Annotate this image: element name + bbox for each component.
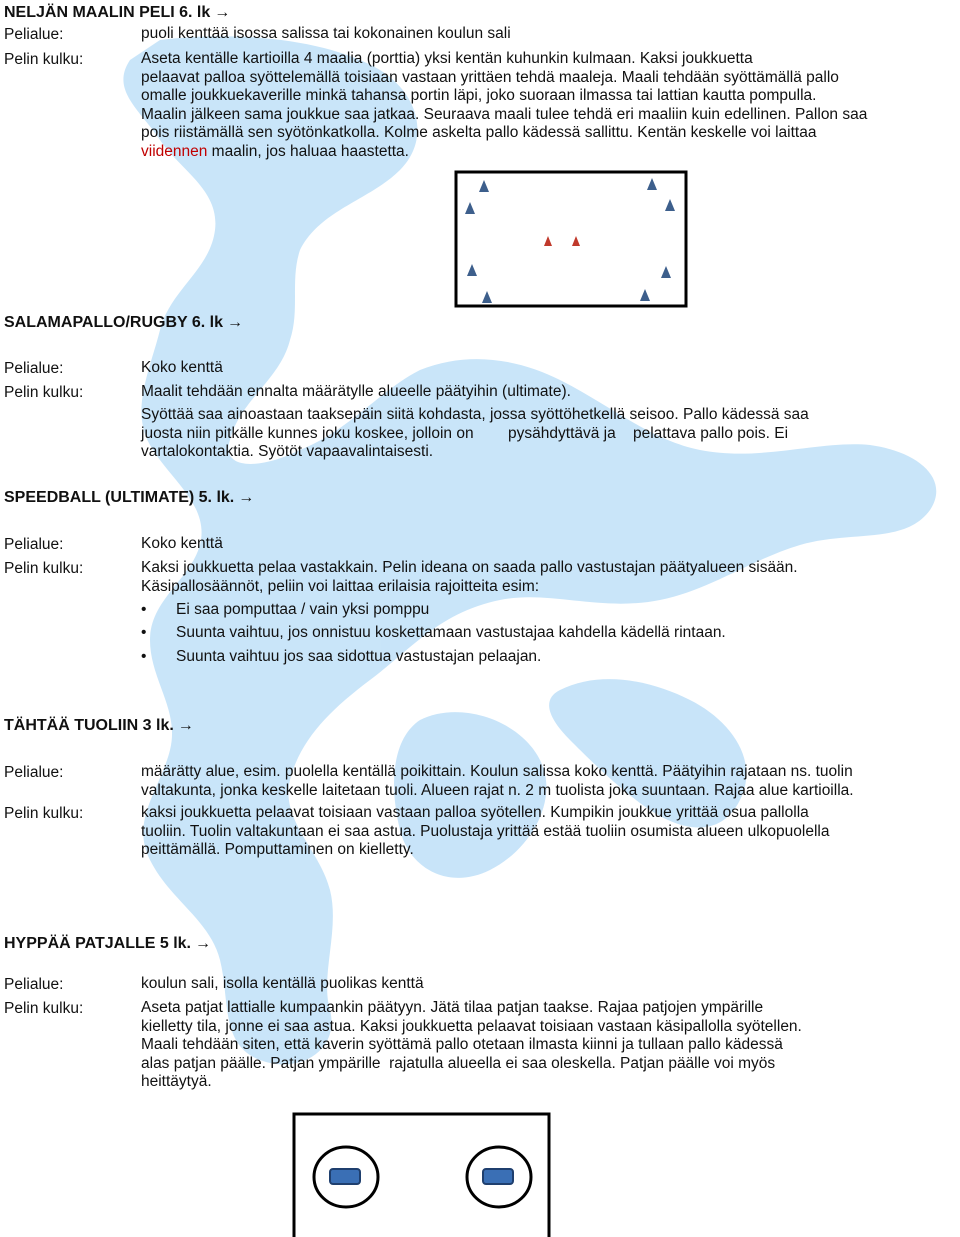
pelin-kulku-label: Pelin kulku: [4,1000,84,1017]
section-title-speedball [4,488,254,507]
pelialue-label: Pelialue: [4,536,64,553]
text-line: heittäytyä. [141,1073,212,1090]
pelialue-label: Pelialue: [4,360,64,377]
text-line: peittämällä. Pomputtaminen on kielletty. [141,841,414,858]
text-line: Maalin jälkeen sama joukkue saa jatkaa. Seuraava maali tulee tehdä eri maaliin kuin edellinen. Pallon saa [141,105,868,123]
bullet-icon: • [141,601,147,618]
bullet-icon: • [141,624,147,641]
pelialue-text: Koko kenttä [141,359,223,376]
pelin-kulku-text [141,999,959,1092]
text-line: juosta niin pitkälle kunnes joku koskee, jolloin on pysähdyttävä ja pelattava pallo pois. Ei [141,424,789,442]
four-goals-field-diagram [452,168,692,310]
section-title-text: NELJÄN MAALIN PELI 6. lk [4,4,211,21]
pelin-kulku-label: Pelin kulku: [4,560,84,577]
pelialue-text: Koko kenttä [141,535,223,552]
text-line: Käsipallosäännöt, peliin voi laittaa erilaisia rajoitteita esim: [141,577,540,595]
text-span: maalin, jos haluaa haastetta. [207,142,409,160]
list-item-text: Ei saa pomputtaa / vain yksi pomppu [176,601,430,618]
text-line: kielletty tila, jonne ei saa astua. Kaksi joukkuetta pelaavat toisiaan vastaan käsipallolla syötellen. [141,1017,802,1035]
section-body [0,975,960,1095]
pelin-kulku-label: Pelin kulku: [4,384,84,401]
pelialue-text: puoli kenttää isossa salissa tai kokonainen koulun sali [141,25,511,42]
text-line: kaksi joukkuetta pelaavat toisiaan vastaan palloa syötellen. Kumpikin joukkue yrittää osua pallolla [141,804,809,821]
text-line: määrätty alue, esim. puolella kentällä poikittain. Koulun salissa koko kenttä. Päätyihin rajataan ns. tuolin [141,763,853,780]
right-arrow-icon: → [226,314,243,331]
text-line: Syöttää saa ainoastaan taaksepäin siitä kohdasta, jossa syöttöhetkellä seisoo. Pallo kädessä saa [141,406,809,423]
right-arrow-icon: → [177,717,194,734]
pelialue-label: Pelialue: [4,976,64,993]
section-title-text: TÄHTÄÄ TUOLIIN 3 lk. [4,717,174,734]
mat-icon [330,1169,360,1184]
right-arrow-icon: → [214,4,231,21]
bullet-icon: • [141,648,147,665]
pelin-kulku-text [141,559,959,596]
section-title-text: SPEEDBALL (ULTIMATE) 5. lk. [4,489,235,506]
section-title-text: SALAMAPALLO/RUGBY 6. lk [4,314,223,331]
list-item [141,647,541,666]
pelin-kulku-label: Pelin kulku: [4,805,84,822]
pelin-kulku-text: Maalit tehdään ennalta määrätylle alueelle päätyihin (ultimate). [141,383,571,400]
section-title-tahtaa-tuoliin [4,716,194,735]
right-arrow-icon: → [238,489,255,506]
text-line: vartalokontaktia. Syötöt vapaavalintaisesti. [141,443,434,460]
section-title-text: HYPPÄÄ PATJALLE 5 lk. [4,935,191,952]
pelin-kulku-label: Pelin kulku: [4,51,84,68]
section-body [0,763,960,863]
pelialue-text [141,763,959,800]
section-title-neljan-maalin-peli [4,3,230,22]
list-item-text: Suunta vaihtuu, jos onnistuu koskettamaan vastustajaa kahdella kädellä rintaan. [176,624,726,641]
list-item [141,623,726,642]
section-title-hyppaa-patjalle [4,934,211,953]
section-body [0,535,960,675]
pelialue-text: koulun sali, isolla kentällä puolikas kenttä [141,975,424,992]
text-line: omalle joukkuekaverille minkä tahansa portin läpi, joko suoraan ilmassa tai lattian kautta pompulla. [141,87,817,104]
section-title-salamapallo [4,313,243,332]
text-line: tuoliin. Tuolin valtakuntaan ei saa astua. Puolustaja yrittää estää tuoliin osumista alueen ulkopuolella [141,822,830,840]
text-line: pois riistämällä sen syötönkatkolla. Kolme askelta pallo kädessä sallittu. Kentän keskelle voi laittaa [141,124,817,141]
field-outline [456,172,686,306]
text-line: pelaavat palloa syöttelemällä toisiaan vastaan yrittäen tehdä maaleja. Maali tehdään syöttämällä pallo [141,68,839,86]
text-line: Aseta kentälle kartioilla 4 maalia (porttia) yksi kentän kuhunkin kulmaan. Kaksi joukkuetta [141,50,753,67]
section-body [0,25,960,165]
text-line [141,143,959,162]
section-body [0,359,960,469]
pelialue-label: Pelialue: [4,764,64,781]
mats-field-diagram [291,1111,553,1237]
mat-icon [483,1169,513,1184]
pelin-kulku-text-2 [141,406,959,462]
highlight-text: viidennen [141,142,208,160]
list-item [141,600,429,619]
text-line: Aseta patjat lattialle kumpaankin päätyyn. Jätä tilaa patjan taakse. Rajaa patjojen ympärille [141,999,764,1016]
text-line: alas patjan päälle. Patjan ympärille rajatulla alueella ei saa oleskella. Patjan päälle voi myös [141,1054,776,1072]
right-arrow-icon: → [195,935,211,952]
text-line: valtakunta, jonka keskelle laitetaan tuoli. Alueen rajat n. 2 m tuolista joka suuntaan. Rajaa alue kartioilla. [141,781,854,799]
list-item-text: Suunta vaihtuu jos saa sidottua vastustajan pelaajan. [176,648,542,665]
pelin-kulku-text [141,50,959,161]
pelialue-label: Pelialue: [4,26,64,43]
text-line: Kaksi joukkuetta pelaa vastakkain. Pelin ideana on saada pallo vastustajan päätyalueen sisään. [141,559,798,576]
pelin-kulku-text [141,804,959,860]
text-line: Maali tehdään siten, että kaverin syöttämä pallo otetaan ilmasta kiinni ja tullaan pallo kädessä [141,1036,783,1053]
